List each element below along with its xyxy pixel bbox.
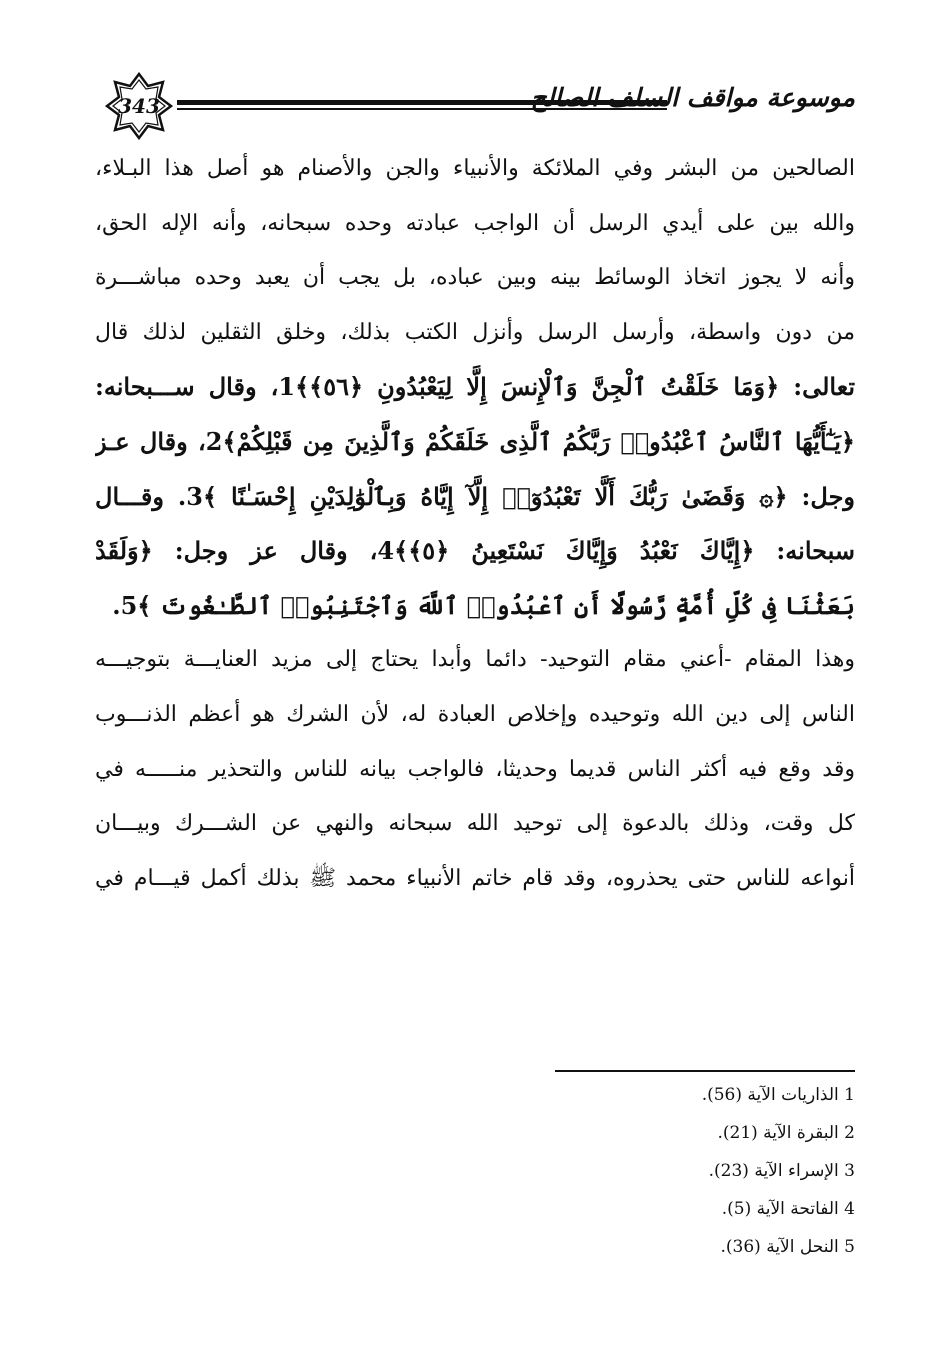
- body-text: [95, 142, 855, 906]
- footnote: 1 الذاريات الآية (56).: [701, 1085, 855, 1105]
- body-line: والله بين على أيدي الرسل أن الواجب عبادته وحده سبحانه، وأنه الإله الحق،: [95, 210, 855, 236]
- body-line: وهذا المقام -أعني مقام التوحيد- دائما وأبدا يحتاج إلى مزيد العنايـــة بتوجيـــه: [95, 647, 855, 673]
- body-line: أنواعه للناس حتى يحذروه، وقد قام خاتم الأنبياء محمد ﷺ بذلك أكمل قيـــام في: [95, 865, 855, 891]
- body-line: وأنه لا يجوز اتخاذ الوسائط بينه وبين عباده، بل يجب أن يعبد وحده مباشـــرة: [95, 265, 855, 291]
- footnote: 3 الإسراء الآية (23).: [708, 1161, 855, 1181]
- body-line-quran: وجل: ﴿۞ وَقَضَىٰ رَبُّكَ أَلَّا تَعْبُدُوٓا۟ إِلَّآ إِيَّاهُ وَبِٱلْوَٰلِدَيْنِ إِحْسَـٰنًا ﴾3. وقـــال: [95, 481, 855, 511]
- footnote: 4 الفاتحة الآية (5).: [721, 1199, 855, 1219]
- body-line: الصالحين من البشر وفي الملائكة والأنبياء والجن والأصنام هو أصل هذا البـلاء،: [95, 156, 855, 181]
- book-title: موسوعة مواقف السلف الصالح: [530, 83, 855, 112]
- body-line-quran: بَعَثْنَا فِى كُلِّ أُمَّةٍ رَّسُولًا أَنِ ٱعْبُدُوا۟ ٱللَّهَ وَٱجْتَنِبُوا۟ ٱلطَّـٰغُوتَ ﴾5.: [112, 590, 855, 620]
- body-line-quran: سبحانه: ﴿إِيَّاكَ نَعْبُدُ وَإِيَّاكَ نَسْتَعِينُ ﴿٥﴾﴾4، وقال عز وجل: ﴿وَلَقَدْ: [95, 536, 855, 566]
- page-number: 343: [118, 94, 160, 118]
- footnote-separator: [555, 1070, 855, 1072]
- body-line: من دون واسطة، وأرسل الرسل وأنزل الكتب بذلك، وخلق الثقلين لذلك قال: [95, 319, 855, 345]
- page-header: [95, 70, 855, 140]
- body-line: وقد وقع فيه أكثر الناس قديما وحديثا، فالواجب بيانه للناس والتحذير منـــــه في: [95, 756, 855, 782]
- body-line-quran: تعالى: ﴿وَمَا خَلَقْتُ ٱلْجِنَّ وَٱلْإِنسَ إِلَّا لِيَعْبُدُونِ ﴿٥٦﴾﴾1، وقال ســـبحانه:: [95, 372, 855, 402]
- body-line: كل وقت، وذلك بالدعوة إلى توحيد الله سبحانه والنهي عن الشـــرك وبيـــان: [95, 811, 855, 837]
- footnote: 2 البقرة الآية (21).: [717, 1123, 855, 1143]
- body-line-quran: ﴿يَـٰٓأَيُّهَا ٱلنَّاسُ ٱعْبُدُوا۟ رَبَّكُمُ ٱلَّذِى خَلَقَكُمْ وَٱلَّذِينَ مِن قَبْلِكُمْ﴾2، وقال عـز: [95, 426, 855, 456]
- page-number-badge: [105, 72, 173, 140]
- body-line: الناس إلى دين الله وتوحيده وإخلاص العبادة له، لأن الشرك هو أعظم الذنـــوب: [95, 701, 855, 727]
- footnote: 5 النحل الآية (36).: [720, 1237, 855, 1257]
